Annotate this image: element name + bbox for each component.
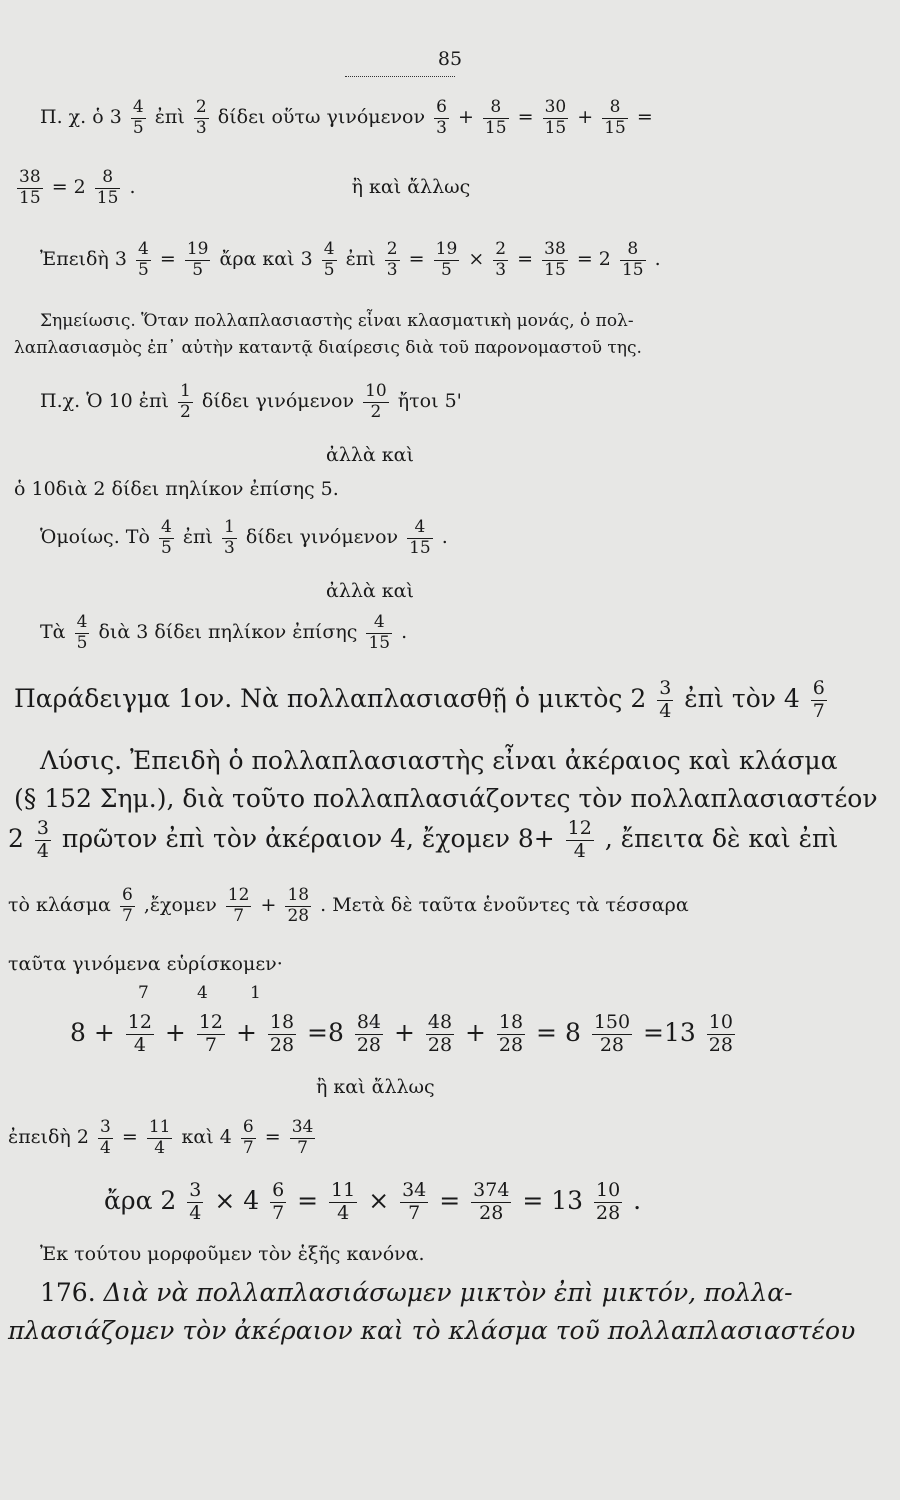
fraction: $\frac{3}{4}$ — [99, 1117, 111, 1158]
text: = 8 — [536, 1017, 581, 1047]
fraction: $\frac{12}{4}$ — [127, 1011, 152, 1056]
text: =13 — [643, 1017, 696, 1047]
fraction: $\frac{1}{2}$ — [179, 381, 191, 422]
note-line-2: λαπλασιασμὸς ἐπ᾽ αὐτὴν καταντᾷ διαίρεσις διὰ τοῦ παρονομαστοῦ της. — [14, 338, 642, 358]
text: . — [441, 526, 448, 549]
example-line-3 — [40, 240, 661, 280]
example-line-9 — [40, 613, 407, 653]
example-line-1 — [40, 98, 653, 138]
fraction: $\frac{374}{28}$ — [473, 1179, 510, 1224]
fraction: $\frac{18}{28}$ — [498, 1011, 524, 1056]
fraction: $\frac{4}{5}$ — [138, 239, 149, 280]
text: . — [401, 621, 408, 644]
equals-sign: = — [121, 1126, 138, 1149]
rule-intro: Ἐκ τούτου μορφοῦμεν τὸν ἑξῆς κανόνα. — [40, 1243, 425, 1265]
text: =8 — [307, 1017, 344, 1047]
text-or-otherwise: ἢ καὶ ἄλλως — [316, 1076, 435, 1098]
fraction: $\frac{2}{3}$ — [386, 239, 398, 280]
since-line — [8, 1118, 318, 1158]
text: = 2 — [51, 176, 86, 199]
equals-sign: = — [264, 1126, 281, 1149]
example-line-7 — [40, 518, 448, 558]
plus-sign: + — [393, 1017, 415, 1047]
text: Π. χ. ὁ 3 — [40, 106, 122, 129]
text: πρῶτον ἐπὶ τὸν ἀκέραιον 4, ἔχομεν 8+ — [61, 823, 555, 853]
text: καὶ 4 — [181, 1126, 232, 1149]
page-number: 85 — [437, 48, 463, 70]
text: 8 + — [70, 1017, 115, 1047]
text: 2 — [8, 823, 24, 853]
text: Π.χ. Ὁ 10 ἐπὶ — [40, 390, 169, 413]
fraction: $\frac{6}{3}$ — [436, 97, 447, 138]
fraction: $\frac{38}{15}$ — [19, 167, 41, 208]
text: . — [654, 248, 661, 271]
fraction: $\frac{4}{15}$ — [368, 612, 391, 653]
text: διὰ 3 δίδει πηλίκον ἐπίσης — [98, 621, 358, 644]
cancel-mark: 4 — [197, 983, 208, 1003]
fraction: $\frac{48}{28}$ — [427, 1011, 453, 1056]
text: Παράδειγμα 1ον. Νὰ πολλαπλασιασθῇ ὁ μικτὸς 2 — [14, 683, 647, 713]
text: . Μετὰ δὲ ταῦτα ἑνοῦντες τὰ τέσσαρα — [320, 894, 689, 917]
page-number-rule — [345, 76, 455, 77]
fraction: $\frac{38}{15}$ — [544, 239, 566, 280]
text: = 2 — [576, 248, 611, 271]
plus-sign: + — [457, 106, 474, 129]
fraction: $\frac{2}{3}$ — [195, 97, 207, 138]
fraction: $\frac{12}{4}$ — [567, 817, 592, 862]
equals-sign: = — [636, 106, 653, 129]
rule-line-1 — [40, 1280, 793, 1305]
plus-sign: + — [235, 1017, 257, 1047]
equals-sign: = — [517, 248, 534, 271]
note-line-1: Σημείωσις. Ὅταν πολλαπλασιαστὴς εἶναι κλασματικὴ μονάς, ὁ πολ- — [40, 311, 634, 331]
equals-sign: = — [297, 1185, 319, 1215]
fraction: $\frac{34}{7}$ — [402, 1179, 427, 1224]
times-sign: × — [368, 1185, 390, 1215]
section-number: 176. — [40, 1278, 96, 1307]
therefore-line — [104, 1180, 641, 1225]
text: ἐπὶ — [154, 106, 185, 129]
rule-line-2: πλασιάζομεν τὸν ἀκέραιον καὶ τὸ κλάσμα τοῦ πολλαπλασιαστέου — [8, 1316, 856, 1345]
fraction: $\frac{12}{7}$ — [227, 885, 250, 926]
text: δίδει οὕτω γινόμενον — [217, 106, 426, 129]
fraction: $\frac{6}{7}$ — [812, 677, 825, 722]
fraction: $\frac{3}{4}$ — [659, 677, 672, 722]
equals-sign: = — [159, 248, 176, 271]
times-sign: × — [468, 248, 485, 271]
text: δίδει γινόμενον — [245, 526, 399, 549]
fraction: $\frac{3}{4}$ — [36, 817, 49, 862]
plus-sign: + — [164, 1017, 186, 1047]
fraction: $\frac{30}{15}$ — [544, 97, 567, 138]
fraction: $\frac{4}{5}$ — [323, 239, 335, 280]
text: Τὰ — [40, 621, 66, 644]
fraction: $\frac{10}{28}$ — [596, 1179, 621, 1224]
cancel-mark: 7 — [138, 983, 149, 1003]
fraction: $\frac{4}{15}$ — [409, 517, 431, 558]
example-line-4 — [40, 382, 462, 422]
text: ἢ καὶ ἄλλως — [351, 176, 471, 199]
fraction: $\frac{84}{28}$ — [356, 1011, 381, 1056]
fraction: $\frac{19}{5}$ — [435, 239, 458, 280]
text: Ἐπειδὴ 3 — [40, 248, 127, 271]
fraction: $\frac{19}{5}$ — [186, 239, 209, 280]
text: ἐπὶ — [182, 526, 213, 549]
rule-text: Διὰ νὰ πολλαπλασιάσωμεν μικτὸν ἐπὶ μικτόν, πολλα- — [103, 1278, 793, 1307]
solution-line-5: ταῦτα γινόμενα εὑρίσκομεν· — [8, 953, 283, 975]
fraction: $\frac{12}{7}$ — [198, 1011, 223, 1056]
text: ἐπὶ — [345, 248, 376, 271]
solution-line-4 — [8, 886, 689, 926]
example-line-2 — [14, 168, 470, 208]
fraction: $\frac{6}{7}$ — [242, 1117, 254, 1158]
text: . — [633, 1185, 642, 1215]
sum-equation — [70, 1012, 738, 1057]
solution-line-3 — [8, 818, 838, 863]
fraction: $\frac{4}{5}$ — [76, 612, 88, 653]
fraction: $\frac{4}{5}$ — [132, 97, 144, 138]
fraction: $\frac{11}{4}$ — [148, 1117, 171, 1158]
fraction: $\frac{18}{28}$ — [287, 885, 310, 926]
solution-line-2: (§ 152 Σημ.), διὰ τοῦτο πολλαπλασιάζοντες τὸν πολλαπλασιαστέον — [14, 784, 878, 813]
text-but-also-1: ἀλλὰ καὶ — [326, 444, 414, 466]
text: ἄρα 2 — [104, 1185, 177, 1215]
equals-sign: = — [408, 248, 425, 271]
fraction: $\frac{1}{3}$ — [224, 517, 235, 558]
fraction: $\frac{10}{28}$ — [708, 1011, 733, 1056]
fraction: $\frac{10}{2}$ — [365, 381, 387, 422]
fraction: $\frac{2}{3}$ — [495, 239, 507, 280]
plus-sign: + — [465, 1017, 486, 1047]
equals-sign: = — [439, 1185, 461, 1215]
example-heading-1 — [14, 678, 830, 723]
fraction: $\frac{11}{4}$ — [331, 1179, 356, 1224]
fraction: $\frac{18}{28}$ — [269, 1011, 295, 1056]
text: ἐπειδὴ 2 — [8, 1126, 89, 1149]
text: Ὁμοίως. Τὸ — [40, 526, 150, 549]
plus-sign: + — [260, 894, 277, 917]
plus-sign: + — [577, 106, 594, 129]
text: ἐπὶ τὸν 4 — [684, 683, 800, 713]
fraction: $\frac{4}{5}$ — [160, 517, 172, 558]
text: × 4 — [214, 1185, 260, 1215]
text: ἤτοι 5' — [397, 390, 462, 413]
fraction: $\frac{34}{7}$ — [291, 1117, 314, 1158]
equals-sign: = — [517, 106, 534, 129]
text: ἄρα καὶ 3 — [219, 248, 313, 271]
division-line-1: ὁ 10διὰ 2 δίδει πηλίκον ἐπίσης 5. — [14, 478, 339, 500]
fraction: $\frac{6}{7}$ — [272, 1179, 285, 1224]
solution-line-1: Λύσις. Ἐπειδὴ ὁ πολλαπλασιαστὴς εἶναι ἀκέραιος καὶ κλάσμα — [40, 746, 838, 775]
text: . — [129, 176, 136, 199]
text: δίδει γινόμενον — [201, 390, 355, 413]
fraction: $\frac{8}{15}$ — [484, 97, 507, 138]
fraction: $\frac{3}{4}$ — [189, 1179, 202, 1224]
fraction: $\frac{8}{15}$ — [604, 97, 626, 138]
text: , ἔπειτα δὲ καὶ ἐπὶ — [604, 823, 839, 853]
text: ,ἔχομεν — [143, 894, 217, 917]
fraction: $\frac{8}{15}$ — [621, 239, 644, 280]
fraction: $\frac{8}{15}$ — [96, 167, 119, 208]
text-but-also-2: ἀλλὰ καὶ — [326, 580, 414, 602]
text: τὸ κλάσμα — [8, 894, 111, 917]
cancel-mark: 1 — [250, 983, 261, 1003]
fraction: $\frac{150}{28}$ — [593, 1011, 631, 1056]
fraction: $\frac{6}{7}$ — [121, 885, 133, 926]
text: = 13 — [522, 1185, 584, 1215]
